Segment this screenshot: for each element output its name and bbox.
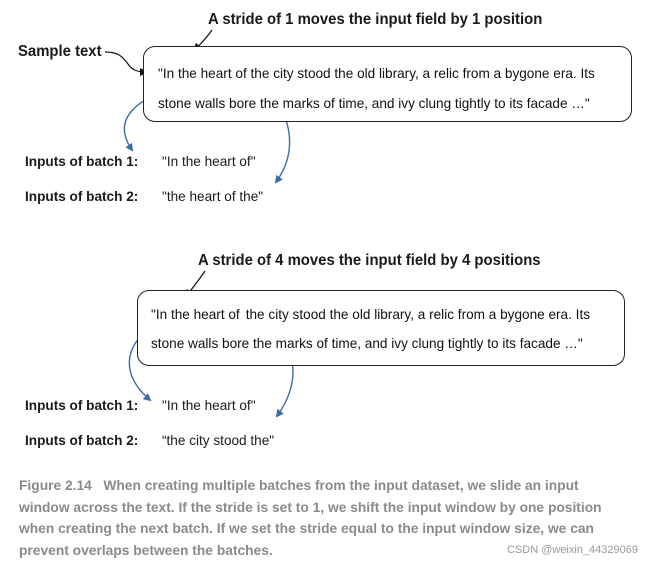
- watermark: CSDN @weixin_44329069: [506, 544, 638, 556]
- top-batch1-label: Inputs of batch 1:: [25, 154, 139, 169]
- bottom-batch2-value: “the city stood the": [162, 433, 275, 448]
- figure-number: Figure 2.14: [19, 478, 92, 493]
- bottom-sample-text-box: [137, 290, 625, 366]
- text-segment: city stood the old library, a relic from a bygone era. Its: [269, 66, 595, 81]
- bottom-text-line-1: [151, 307, 590, 322]
- top-heading: A stride of 1 moves the input field by 1 position: [208, 11, 543, 28]
- text-segment: "In the heart of: [151, 307, 240, 322]
- text-segment: In: [162, 66, 175, 81]
- bottom-batch1-label: Inputs of batch 1:: [25, 398, 139, 413]
- text-segment: the heart of: [177, 66, 247, 81]
- bottom-batch1-value: "In the heart of": [162, 398, 256, 413]
- top-text-line-1: [158, 66, 595, 81]
- top-batch2-label: Inputs of batch 2:: [25, 189, 139, 204]
- bottom-heading: A stride of 4 moves the input field by 4 positions: [198, 252, 541, 269]
- sample-text-label: Sample text: [18, 43, 102, 60]
- text-segment: the city stood the: [245, 307, 349, 322]
- text-segment: ": [158, 66, 163, 81]
- text-segment: the: [250, 66, 270, 81]
- bottom-text-line-2: stone walls bore the marks of time, and ivy clung tightly to its facade …": [151, 336, 583, 351]
- top-batch2-value: "the heart of the": [162, 189, 264, 204]
- bottom-batch2-label: Inputs of batch 2:: [25, 433, 139, 448]
- top-text-line-2: stone walls bore the marks of time, and ivy clung tightly to its facade …": [158, 96, 590, 111]
- text-segment: old library, a relic from a bygone era. Its: [348, 307, 591, 322]
- top-batch1-value: "In the heart of": [162, 154, 256, 169]
- caption-text: When creating multiple batches from the input dataset, we slide an input window across the text. If the stride is set to 1, we shift the input window by one position when creating the next batch. If we set the stride equal to the input window size, we can prevent overlaps between the batches.: [19, 478, 602, 558]
- sample-text-pointer: [105, 52, 146, 72]
